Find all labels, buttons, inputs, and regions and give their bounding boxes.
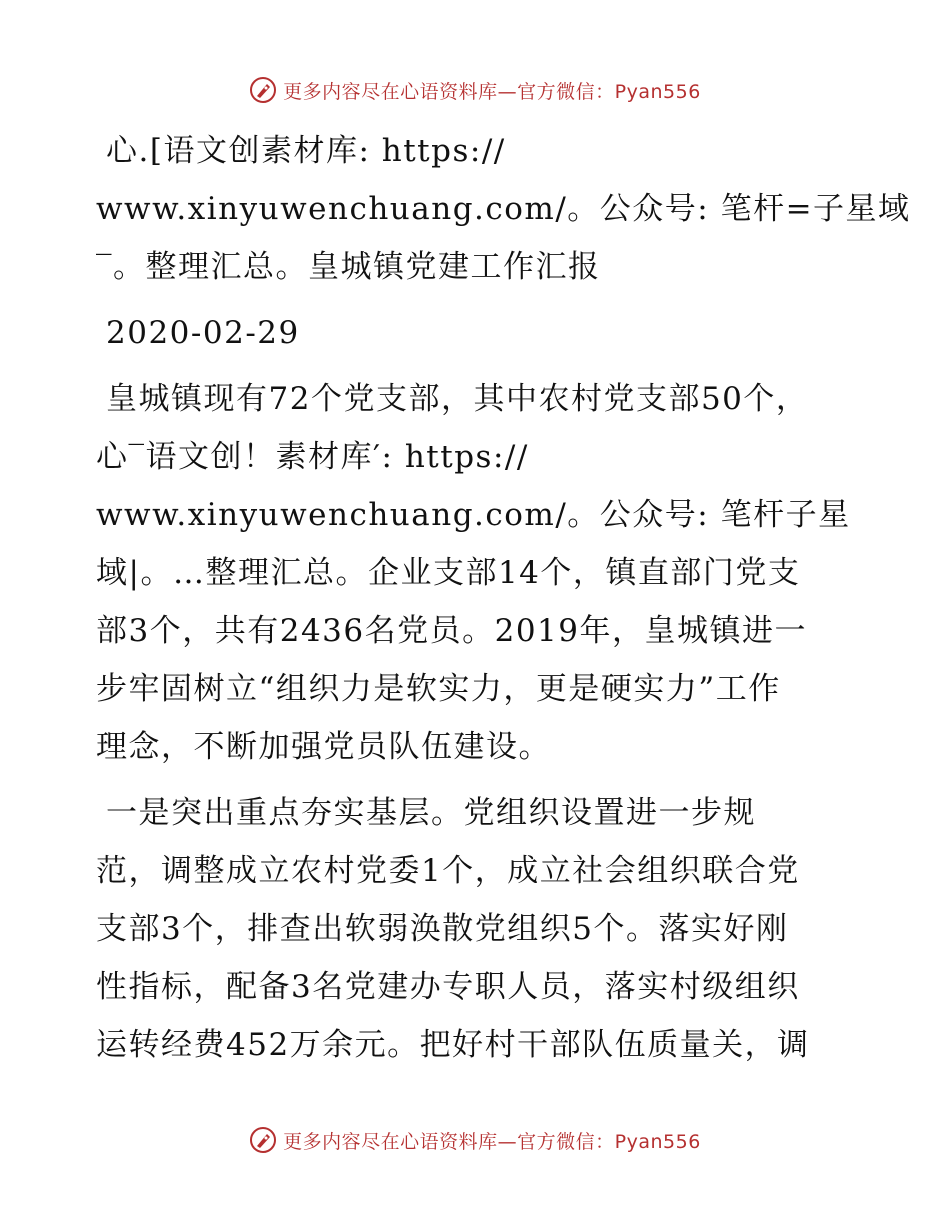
text-line: 运转经费452万余元。把好村干部队伍质量关，调: [96, 1027, 810, 1063]
header-banner-text: 更多内容尽在心语资料库—官方微信：Pyan556: [283, 80, 701, 103]
text-line: 性指标，配备3名党建办专职人员，落实村级组织: [96, 969, 800, 1005]
paragraph-date: [96, 304, 856, 362]
text-line: 支部3个，排查出软弱涣散党组织5个。落实好刚: [96, 911, 789, 947]
text-line: 范，调整成立农村党委1个，成立社会组织联合党: [96, 853, 800, 889]
text-line: 皇城镇现有72个党支部，其中农村党支部50个，: [106, 381, 809, 417]
paragraph-overview: [96, 370, 856, 776]
pen-nib-logo-icon: [249, 76, 277, 104]
header-banner: [0, 70, 950, 110]
footer-banner-text: 更多内容尽在心语资料库—官方微信：Pyan556: [283, 1130, 701, 1153]
text-line: 域|。…整理汇总。企业支部14个，镇直部门党支: [96, 555, 801, 591]
pen-nib-logo-icon: [249, 1126, 277, 1154]
text-line: 部3个，共有2436名党员。2019年，皇城镇进一: [96, 613, 808, 649]
text-line: 理念，不断加强党员队伍建设。: [96, 729, 551, 765]
text-line: www.xinyuwenchuang.com/。公众号: 笔杆子星: [96, 497, 851, 533]
text-line: 心.[语文创素材库: https://: [106, 133, 506, 169]
footer-banner: [0, 1120, 950, 1160]
text-line: 一是突出重点夯实基层。党组织设置进一步规: [106, 795, 756, 831]
text-line: ‾。整理汇总。皇城镇党建工作汇报: [96, 249, 601, 285]
paragraph-intro: [96, 122, 911, 296]
text-line: 心‾语文创！素材库′: https://: [96, 439, 529, 475]
text-line: www.xinyuwenchuang.com/。公众号: 笔杆=子星域: [96, 191, 911, 227]
document-date: 2020-02-29: [106, 315, 300, 351]
paragraph-point-one: [96, 784, 856, 1074]
text-line: 步牢固树立“组织力是软实力，更是硬实力”工作: [96, 671, 781, 707]
document-body: [96, 122, 911, 1074]
